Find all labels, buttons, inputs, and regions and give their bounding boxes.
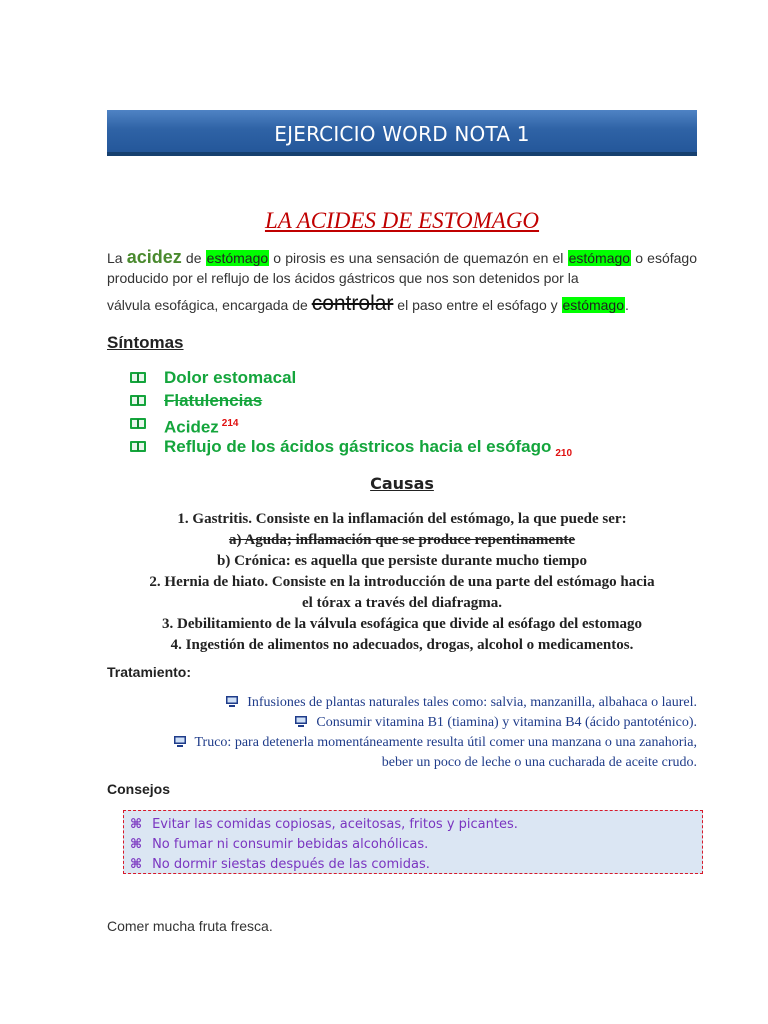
causas-heading — [107, 474, 697, 493]
causa-line: a) Aguda; inflamación que se produce repentinamente — [228, 532, 576, 548]
sintomas-heading: Síntomas — [107, 333, 184, 352]
list-item — [107, 693, 697, 713]
consejo-text: Evitar las comidas copiosas, aceitosas, fritos y picantes. — [152, 817, 518, 832]
list-item — [130, 435, 572, 458]
computer-icon — [295, 716, 307, 727]
intro-acidez-word: acidez — [126, 247, 182, 267]
list-item — [130, 815, 702, 835]
tratamiento-list — [107, 693, 697, 773]
sintoma-text: Flatulencias — [164, 391, 263, 410]
tratamiento-text: Infusiones de plantas naturales tales como: salvia, manzanilla, albahaca o laurel. — [247, 695, 697, 710]
tratamiento-text: Truco: para detenerla momentáneamente resulta útil comer una manzana o una zanahoria, — [194, 735, 697, 750]
intro-paragraph — [107, 247, 697, 315]
causa-line: 1. Gastritis. Consiste en la inflamación del estómago, la que puede ser: — [177, 511, 627, 527]
consejo-text: No dormir siestas después de las comidas. — [152, 857, 430, 872]
book-icon — [130, 418, 146, 429]
consejos-heading: Consejos — [107, 781, 171, 797]
intro-text: o esófago producido por el reflujo de los ácidos gástricos que nos son detenidos por la — [107, 250, 697, 286]
list-item — [107, 733, 697, 753]
intro-text: válvula esofágica, encargada de — [107, 297, 312, 313]
causas-heading-text: Causas — [370, 474, 434, 493]
footnote-ref: 210 — [555, 448, 573, 460]
book-icon — [130, 441, 146, 452]
consejos-box — [123, 810, 703, 874]
intro-text: La — [107, 250, 127, 266]
highlighted-word: estómago — [562, 297, 624, 313]
tratamiento-continuation: beber un poco de leche o una cucharada de aceite crudo. — [381, 755, 697, 770]
list-item — [130, 412, 572, 435]
causas-list — [107, 509, 697, 656]
final-paragraph: Comer mucha fruta fresca. — [107, 918, 273, 934]
intro-controlar-word: controlar — [311, 292, 394, 315]
tratamiento-heading: Tratamiento: — [107, 664, 192, 680]
command-icon: ⌘ — [130, 857, 143, 872]
highlighted-word: estómago — [206, 250, 269, 266]
title-banner — [107, 110, 697, 156]
command-icon: ⌘ — [130, 817, 143, 832]
causa-line: b) Crónica: es aquella que persiste durante mucho tiempo — [217, 553, 587, 569]
highlighted-word: estómago — [568, 250, 631, 266]
causa-line: el tórax a través del diafragma. — [302, 595, 502, 611]
tratamiento-text: Consumir vitamina B1 (tiamina) y vitamina B4 (ácido pantoténico). — [316, 715, 697, 730]
computer-icon — [226, 696, 238, 707]
intro-text: de — [181, 250, 206, 266]
list-item — [107, 713, 697, 733]
causa-line: 2. Hernia de hiato. Consiste en la introducción de una parte del estómago hacia — [149, 574, 655, 590]
command-icon: ⌘ — [130, 837, 143, 852]
banner-title: EJERCICIO WORD NOTA 1 — [274, 122, 530, 146]
list-item — [130, 835, 702, 855]
list-item — [130, 389, 572, 412]
list-item — [130, 366, 572, 389]
consejo-text: No fumar ni consumir bebidas alcohólicas. — [152, 837, 429, 852]
sintomas-list — [130, 366, 572, 458]
intro-text: o pirosis es una sensación de quemazón en el — [269, 250, 568, 266]
book-icon — [130, 395, 146, 406]
list-item — [130, 855, 702, 875]
intro-text: el paso entre el esófago y — [393, 297, 562, 313]
computer-icon — [174, 736, 186, 747]
document-title: LA ACIDES DE ESTOMAGO — [264, 208, 540, 233]
intro-text: . — [625, 297, 629, 313]
footnote-ref: 214 — [221, 418, 239, 429]
causa-line: 4. Ingestión de alimentos no adecuados, drogas, alcohol o medicamentos. — [170, 637, 634, 653]
sintoma-text: Acidez — [164, 417, 219, 437]
sintoma-text: Reflujo de los ácidos gástricos hacia el esófago — [164, 437, 552, 456]
sintoma-text: Dolor estomacal — [164, 368, 297, 387]
book-icon — [130, 372, 146, 383]
causa-line: 3. Debilitamiento de la válvula esofágica que divide al esófago del estomago — [162, 616, 642, 632]
